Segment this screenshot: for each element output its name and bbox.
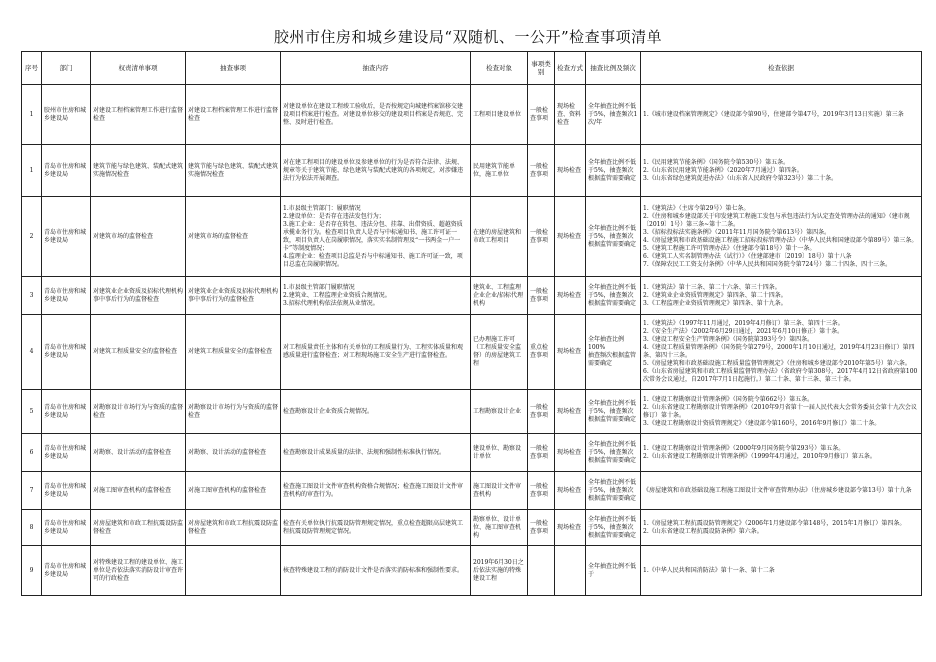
cell-basis: 1.《民用建筑节能条例》（国务院令第530号）第五条。 2.《山东省民用建筑节能条例》（2020年7月通过）第四条。 3.《山东省绿色建筑促进办法》（山东省人民政府令第323号）第二十条。: [641, 145, 922, 197]
header-no: 序号: [22, 52, 42, 85]
cell-item: 对勘察设计市场行为与资质的监督检查: [186, 390, 281, 434]
cell-power: 对勘察设计市场行为与资质的监督检查: [91, 390, 186, 434]
table-row: [22, 197, 922, 277]
cell-power: 对施工图审查机构的监督检查: [91, 472, 186, 510]
cell-power: 对建设工程档案管理工作进行监督检查: [91, 85, 186, 145]
cell-item: 对勘察、设计活动的监督检查: [186, 434, 281, 472]
table-row: [22, 145, 922, 197]
cell-ratio: 全年抽查比例不低于: [586, 546, 641, 596]
cell-basis: 1.《建筑法》第十三条、第二十六条、第三十四条。 2.《建筑业企业资质管理规定》第四条、第二十四条。 3.《工程监理企业资质管理规定》第四条、第十九条。: [641, 277, 922, 315]
inspection-table: [21, 51, 922, 596]
page-title: 胶州市住房和城乡建设局“双随机、一公开”检查事项清单: [273, 28, 663, 46]
cell-ratio: 全年抽查比例不低于5%，抽查频次1次/年: [586, 85, 641, 145]
cell-object: 建设单位、勘察设计单位: [471, 434, 528, 472]
cell-power: 对勘察、设计活动的监督检查: [91, 434, 186, 472]
cell-content: 检查勘察设计企业资质合规情况。: [281, 390, 471, 434]
cell-type: 一般检查事项: [528, 510, 555, 546]
cell-object: 民用建筑节能单位，施工单位: [471, 145, 528, 197]
cell-object: 2019年6月30日之后依法实施的特殊建设工程: [471, 546, 528, 596]
cell-ratio: 全年抽查比例不低于5%，抽查频次根据监管需要确定: [586, 510, 641, 546]
cell-type: 一般检查事项: [528, 277, 555, 315]
header-method: 检查方式: [555, 52, 586, 85]
cell-basis: 1.《建筑法》（1997年11月通过，2019年4月修订）第三条、第四十三条。 2.《安全生产法》（2002年6月29日通过，2021年6月10日修正）第十条。 3.《建设工程安全生产管理条例》（国务院第393号令）第四条。 4.《建设工程质量管理条例》（国务院令第279号，2000年1月10日通过，2019年4月23日修订）第四条、第四十三条。 5.《房屋建筑和市政基础设施工程质量监督管理规定》（住房和城乡建设部令2010年第5号）第六条。 6.《山东省房屋建筑和市政工程质量监督管理办法》（省政府令第308号，2017年4月12日省政府第100次常务会议通过，自2017年7月1日起施行。）第二十条、第十三条、第三十条。: [641, 315, 922, 390]
cell-method: 现场检查: [555, 434, 586, 472]
cell-ratio: 全年抽查比例不低于5%，抽查频次根据监管需要确定: [586, 277, 641, 315]
cell-basis: 1.《建设工程勘察设计管理条例》（2000年9月国务院令第293号）第五条。 2.《山东省建设工程勘察设计管理条例》（1999年4月通过，2010年9月修订）第五条。: [641, 434, 922, 472]
cell-item: [186, 546, 281, 596]
cell-item: 对施工图审查机构的监督检查: [186, 472, 281, 510]
cell-method: 现场检查、资料检查: [555, 85, 586, 145]
cell-no: 1: [22, 145, 42, 197]
header-content: 抽查内容: [281, 52, 471, 85]
cell-item: 对建设工程档案管理工作进行监督检查: [186, 85, 281, 145]
cell-content: 1.市县级主管部门：履职情况 2.建设单位：是否存在违法发包行为； 3.施工企业：是否存在转包、违法分包、挂靠、出借资质、超越资质承揽业务行为。检查项目负责人是否与中标通知书、施工许可证一致，项目负责人在岗履职情况，落实实名制管理及“一书两金一户一卡”等制度情况； 4.监理企业：检查项目总监是否与中标通知书、施工许可证一致，项目总监在岗履职情况。: [281, 197, 471, 277]
cell-dept: 青岛市住房和城乡建设局: [42, 510, 91, 546]
cell-content: 对工程质量责任主体和有关单位的工程质量行为、工程实体质量和观感质量进行监督检查；对工程现场施工安全生产进行监督检查。: [281, 315, 471, 390]
cell-dept: 青岛市住房和城乡建设局: [42, 434, 91, 472]
cell-method: 现场检查: [555, 197, 586, 277]
cell-no: 9: [22, 546, 42, 596]
cell-content: 检查勘察设计成果质量的法律、法规和强制性标准执行情况。: [281, 434, 471, 472]
table-row: [22, 315, 922, 390]
cell-item: 对房屋建筑和市政工程抗震设防监督检查: [186, 510, 281, 546]
cell-method: 现场检查: [555, 510, 586, 546]
cell-dept: 青岛市住房和城乡建设局: [42, 546, 91, 596]
table-row: [22, 390, 922, 434]
cell-ratio: 全年抽查比例不低于5%，抽查频次根据监管需要确定: [586, 145, 641, 197]
cell-no: 4: [22, 315, 42, 390]
cell-ratio: 全年抽查比例不低于5%，抽查频次根据监管需要确定: [586, 390, 641, 434]
cell-power: 对特殊建设工程的建设单位、施工单位是否依法落实消防设计审查许可的行政检查: [91, 546, 186, 596]
cell-dept: 青岛市住房和城乡建设局: [42, 315, 91, 390]
cell-object: 已办理施工许可（工程质量安全监督）的房屋建筑工程: [471, 315, 528, 390]
cell-no: 8: [22, 510, 42, 546]
table-row: [22, 434, 922, 472]
cell-no: 5: [22, 390, 42, 434]
cell-no: 2: [22, 197, 42, 277]
cell-power: 对建筑业企业资质及招标代理机构事中事后行为的监督检查: [91, 277, 186, 315]
cell-power: 对建筑市场的监督检查: [91, 197, 186, 277]
cell-no: 3: [22, 277, 42, 315]
cell-no: 1: [22, 85, 42, 145]
cell-item: 对建筑工程质量安全的监督检查: [186, 315, 281, 390]
cell-dept: 胶州市住房和城乡建设局: [42, 85, 91, 145]
cell-type: 一般检查事项: [528, 197, 555, 277]
table-row: [22, 277, 922, 315]
cell-object: 工程勘察设计企业: [471, 390, 528, 434]
cell-content: 对建设单位在建设工程竣工验收后，是否按规定向城建档案馆移交建设项目档案进行检查。对建设单位移交的建设项目档案是否规范、完整、及时进行检查。: [281, 85, 471, 145]
cell-item: 对建筑市场的监督检查: [186, 197, 281, 277]
cell-method: 现场检查: [555, 145, 586, 197]
header-type: 事项类别: [528, 52, 555, 85]
cell-object: 建筑业、工程监理企业企业/招标代理机构: [471, 277, 528, 315]
cell-type: 重点检查事项: [528, 315, 555, 390]
cell-method: 现场检查: [555, 472, 586, 510]
cell-method: [555, 546, 586, 596]
header-row: [22, 52, 922, 85]
cell-item: 对建筑业企业资质及招标代理机构事中事后行为的监督检查: [186, 277, 281, 315]
cell-type: 一般检查事项: [528, 85, 555, 145]
table-row: [22, 85, 922, 145]
cell-ratio: 全年抽查比例不低于5%，抽查频次根据监管需要确定: [586, 197, 641, 277]
cell-type: [528, 546, 555, 596]
cell-method: 现场检查: [555, 277, 586, 315]
cell-power: 建筑节能与绿色建筑、装配式建筑实施情况检查: [91, 145, 186, 197]
cell-no: 7: [22, 472, 42, 510]
cell-dept: 青岛市住房和城乡建设局: [42, 197, 91, 277]
header-dept: 部门: [42, 52, 91, 85]
cell-object: 勘察单位、设计单位、施工图审查机构: [471, 510, 528, 546]
cell-type: 一般检查事项: [528, 145, 555, 197]
cell-content: 检查有关单位执行抗震设防管理规定情况，重点检查超限高层建筑工程抗震设防管理规定情况。: [281, 510, 471, 546]
cell-dept: 青岛市住房和城乡建设局: [42, 472, 91, 510]
cell-type: 一般检查事项: [528, 472, 555, 510]
cell-ratio: 全年抽查比例不低于5%，抽查频次根据监管需要确定: [586, 434, 641, 472]
cell-basis: 1.《房屋建筑工程抗震设防管理规定》（2006年1月建设部令第148号，2015年1月修订）第四条。 2.《山东省建设工程抗震设防条例》第六条。: [641, 510, 922, 546]
cell-basis: 1.《城市建设档案管理规定》（建设部令第90号，住建部令第47号，2019年3月13日实施）第三条: [641, 85, 922, 145]
table-row: [22, 510, 922, 546]
cell-dept: 青岛市住房和城乡建设局: [42, 145, 91, 197]
cell-dept: 青岛市住房和城乡建设局: [42, 390, 91, 434]
cell-type: 一般检查事项: [528, 434, 555, 472]
cell-power: 对建筑工程质量安全的监督检查: [91, 315, 186, 390]
cell-object: 工程项目建设单位: [471, 85, 528, 145]
cell-object: 施工图设计文件审查机构: [471, 472, 528, 510]
cell-method: 现场检查: [555, 315, 586, 390]
cell-object: 在建的房屋建筑和市政工程项目: [471, 197, 528, 277]
cell-power: 对房屋建筑和市政工程抗震设防监督检查: [91, 510, 186, 546]
cell-method: 现场检查: [555, 390, 586, 434]
cell-ratio: 全年抽查比例不低于5%，抽查频次根据监管需要确定: [586, 472, 641, 510]
header-ratio: 抽查比例及频次: [586, 52, 641, 85]
header-power: 权责清单事项: [91, 52, 186, 85]
cell-content: 检查施工图设计文件审查机构资格合规情况；检查施工图设计文件审查机构的审查行为。: [281, 472, 471, 510]
cell-type: 一般检查事项: [528, 390, 555, 434]
header-item: 抽查事项: [186, 52, 281, 85]
cell-basis: 1.《建筑法》（主席令第29号）第七条。 2.《住房和城乡建设部关于印发建筑工程施工发包与承包违法行为认定查处管理办法的通知》（建市规〔2019〕1号）第三条~第十二条。 3.《招标投标法实施条例》（2011年11月国务院令第613号）第四条。 4.《房屋建筑和市政基础设施工程施工招标投标管理办法》（中华人民共和国建设部令第89号）第三条。 5.《建筑工程施工许可管理办法》（住建部令第18号）第十一条。 6.《建筑工人实名制管理办法（试行）》（住建部建市〔2019〕18号）第十八条 7.《保障农民工工资支付条例》（中华人民共和国国务院令第724号）第二十四条、四十三条。: [641, 197, 922, 277]
cell-item: 建筑节能与绿色建筑、装配式建筑实施情况检查: [186, 145, 281, 197]
cell-basis: 《房屋建筑和市政基础设施工程施工图设计文件审查管理办法》（住房城乡建设部令第13号）第十九条: [641, 472, 922, 510]
cell-content: 核查特殊建设工程的消防设计文件是否落实消防标准和强制性要求。: [281, 546, 471, 596]
header-basis: 检查依据: [641, 52, 922, 85]
cell-dept: 青岛市住房和城乡建设局: [42, 277, 91, 315]
cell-ratio: 全年抽查比例100% 抽查频次根据监管需要确定: [586, 315, 641, 390]
table-row: [22, 472, 922, 510]
cell-content: 1.市县级主管部门履职情况 2.建筑业、工程监理企业资质合规情况。 3.招标代理机构依法依规从业情况。: [281, 277, 471, 315]
table-body: [22, 85, 922, 596]
cell-basis: 1.《中华人民共和国消防法》第十一条、第十二条: [641, 546, 922, 596]
cell-no: 6: [22, 434, 42, 472]
header-object: 检查对象: [471, 52, 528, 85]
cell-basis: 1.《建设工程勘察设计管理条例》（国务院令第662号）第五条。 2.《山东省建设工程勘察设计管理条例》（2010年9月省第十一届人民代表大会常务委员会第十九次会议修订）第十条。 3.《建设工程勘察设计资质管理规定》（建设部令第160号，2016年9月修订）第二十条。: [641, 390, 922, 434]
table-row: [22, 546, 922, 596]
cell-content: 对在建工程项目的建设单位及参建单位的行为是否符合法律、法规、规章等关于建筑节能、绿色建筑与装配式建筑的各项规定，对涉嫌违法行为依法开展调查。: [281, 145, 471, 197]
